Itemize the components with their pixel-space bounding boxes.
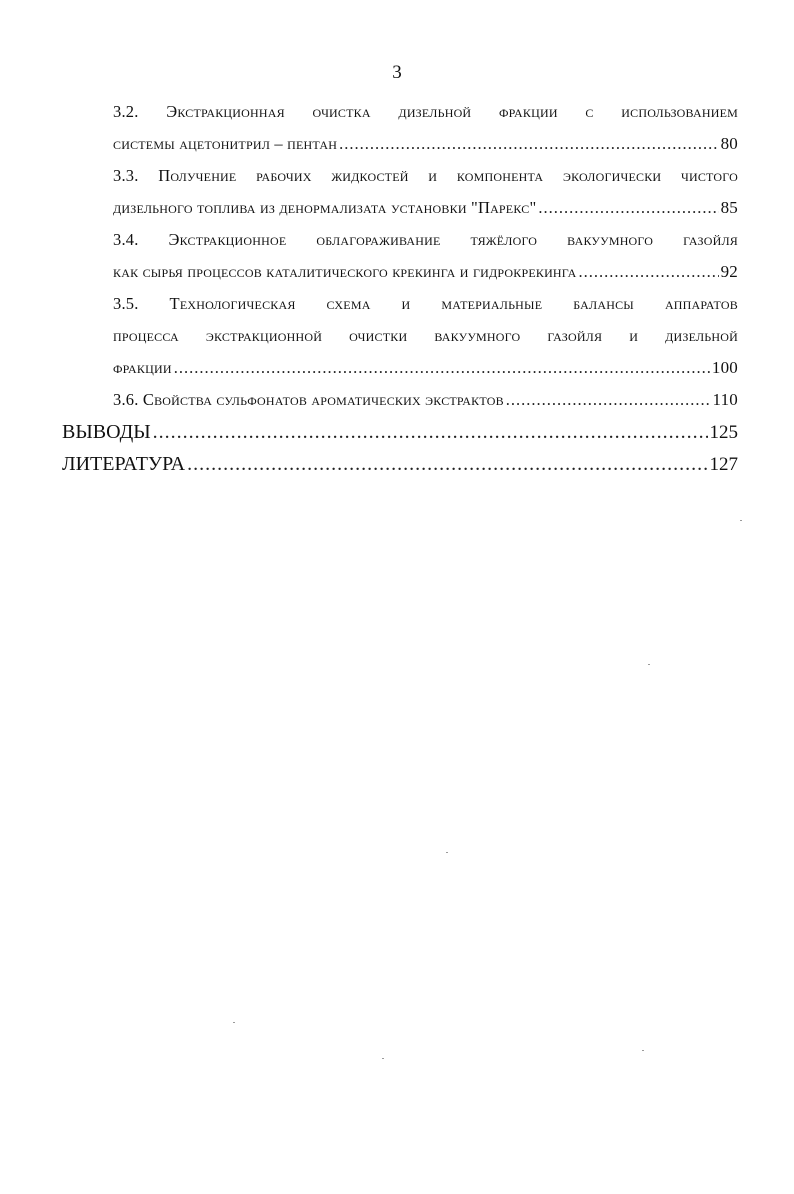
toc-section-page: 125 — [709, 422, 738, 443]
dot-leader — [579, 256, 719, 288]
scan-speck — [648, 664, 650, 665]
toc-entry-line: 3.6. Свойства сульфонатов ароматических экстрактов — [113, 390, 504, 409]
toc-entry-page: 110 — [712, 390, 738, 409]
scan-speck — [642, 1050, 644, 1051]
toc-section-line — [62, 448, 738, 480]
toc-entry-page: 80 — [720, 134, 738, 153]
toc-entry-line-last — [113, 256, 738, 288]
toc-entry-line: 3.2. Экстракционная очистка дизельной фракции с использованием — [113, 102, 738, 121]
toc-entry-3-4[interactable] — [62, 224, 738, 288]
toc-entry-3-5[interactable] — [62, 288, 738, 384]
dot-leader — [506, 384, 711, 416]
toc-entry-line: как сырья процессов каталитического крекинга и гидрокрекинга — [113, 262, 577, 281]
scan-speck — [382, 1058, 384, 1059]
page-number: 3 — [392, 62, 402, 83]
toc-entry-line-last — [113, 384, 738, 416]
dot-leader — [187, 448, 707, 480]
toc-entry-line: 3.3. Получение рабочих жидкостей и компонента экологически чистого — [113, 166, 738, 185]
toc-entry-page: 100 — [711, 358, 738, 377]
toc-section-line — [62, 416, 738, 448]
toc-section-title: ЛИТЕРАТУРА — [62, 453, 186, 475]
toc-section-title: ВЫВОДЫ — [62, 421, 151, 443]
dot-leader — [174, 352, 710, 384]
toc-entry-page: 85 — [720, 198, 738, 217]
dot-leader — [339, 128, 719, 160]
toc-entry-page: 92 — [720, 262, 738, 281]
toc-entry-line-last — [113, 192, 738, 224]
toc-section-conclusions[interactable] — [62, 416, 738, 448]
toc-section-references[interactable] — [62, 448, 738, 480]
scan-speck — [233, 1022, 235, 1023]
toc-entry-line-last — [113, 352, 738, 384]
toc-entry-line: фракции — [113, 358, 172, 377]
scan-speck — [446, 852, 448, 853]
toc-entry-line-last — [113, 128, 738, 160]
toc-section-page: 127 — [709, 454, 738, 475]
toc-entry-line: дизельного топлива из денормализата установки "Парекс" — [113, 198, 537, 217]
table-of-contents — [62, 96, 738, 480]
dot-leader — [153, 416, 708, 448]
toc-entry-line: 3.5. Технологическая схема и материальные балансы аппаратов — [113, 294, 738, 313]
toc-entry-3-6[interactable] — [62, 384, 738, 416]
toc-entry-3-3[interactable] — [62, 160, 738, 224]
toc-entry-line: системы ацетонитрил – пентан — [113, 134, 338, 153]
dot-leader — [538, 192, 718, 224]
scan-speck — [740, 520, 742, 521]
toc-entry-line: 3.4. Экстракционное облагораживание тяжёлого вакуумного газойля — [113, 230, 738, 249]
toc-entry-3-2[interactable] — [62, 96, 738, 160]
toc-entry-line: процесса экстракционной очистки вакуумного газойля и дизельной — [113, 326, 738, 345]
